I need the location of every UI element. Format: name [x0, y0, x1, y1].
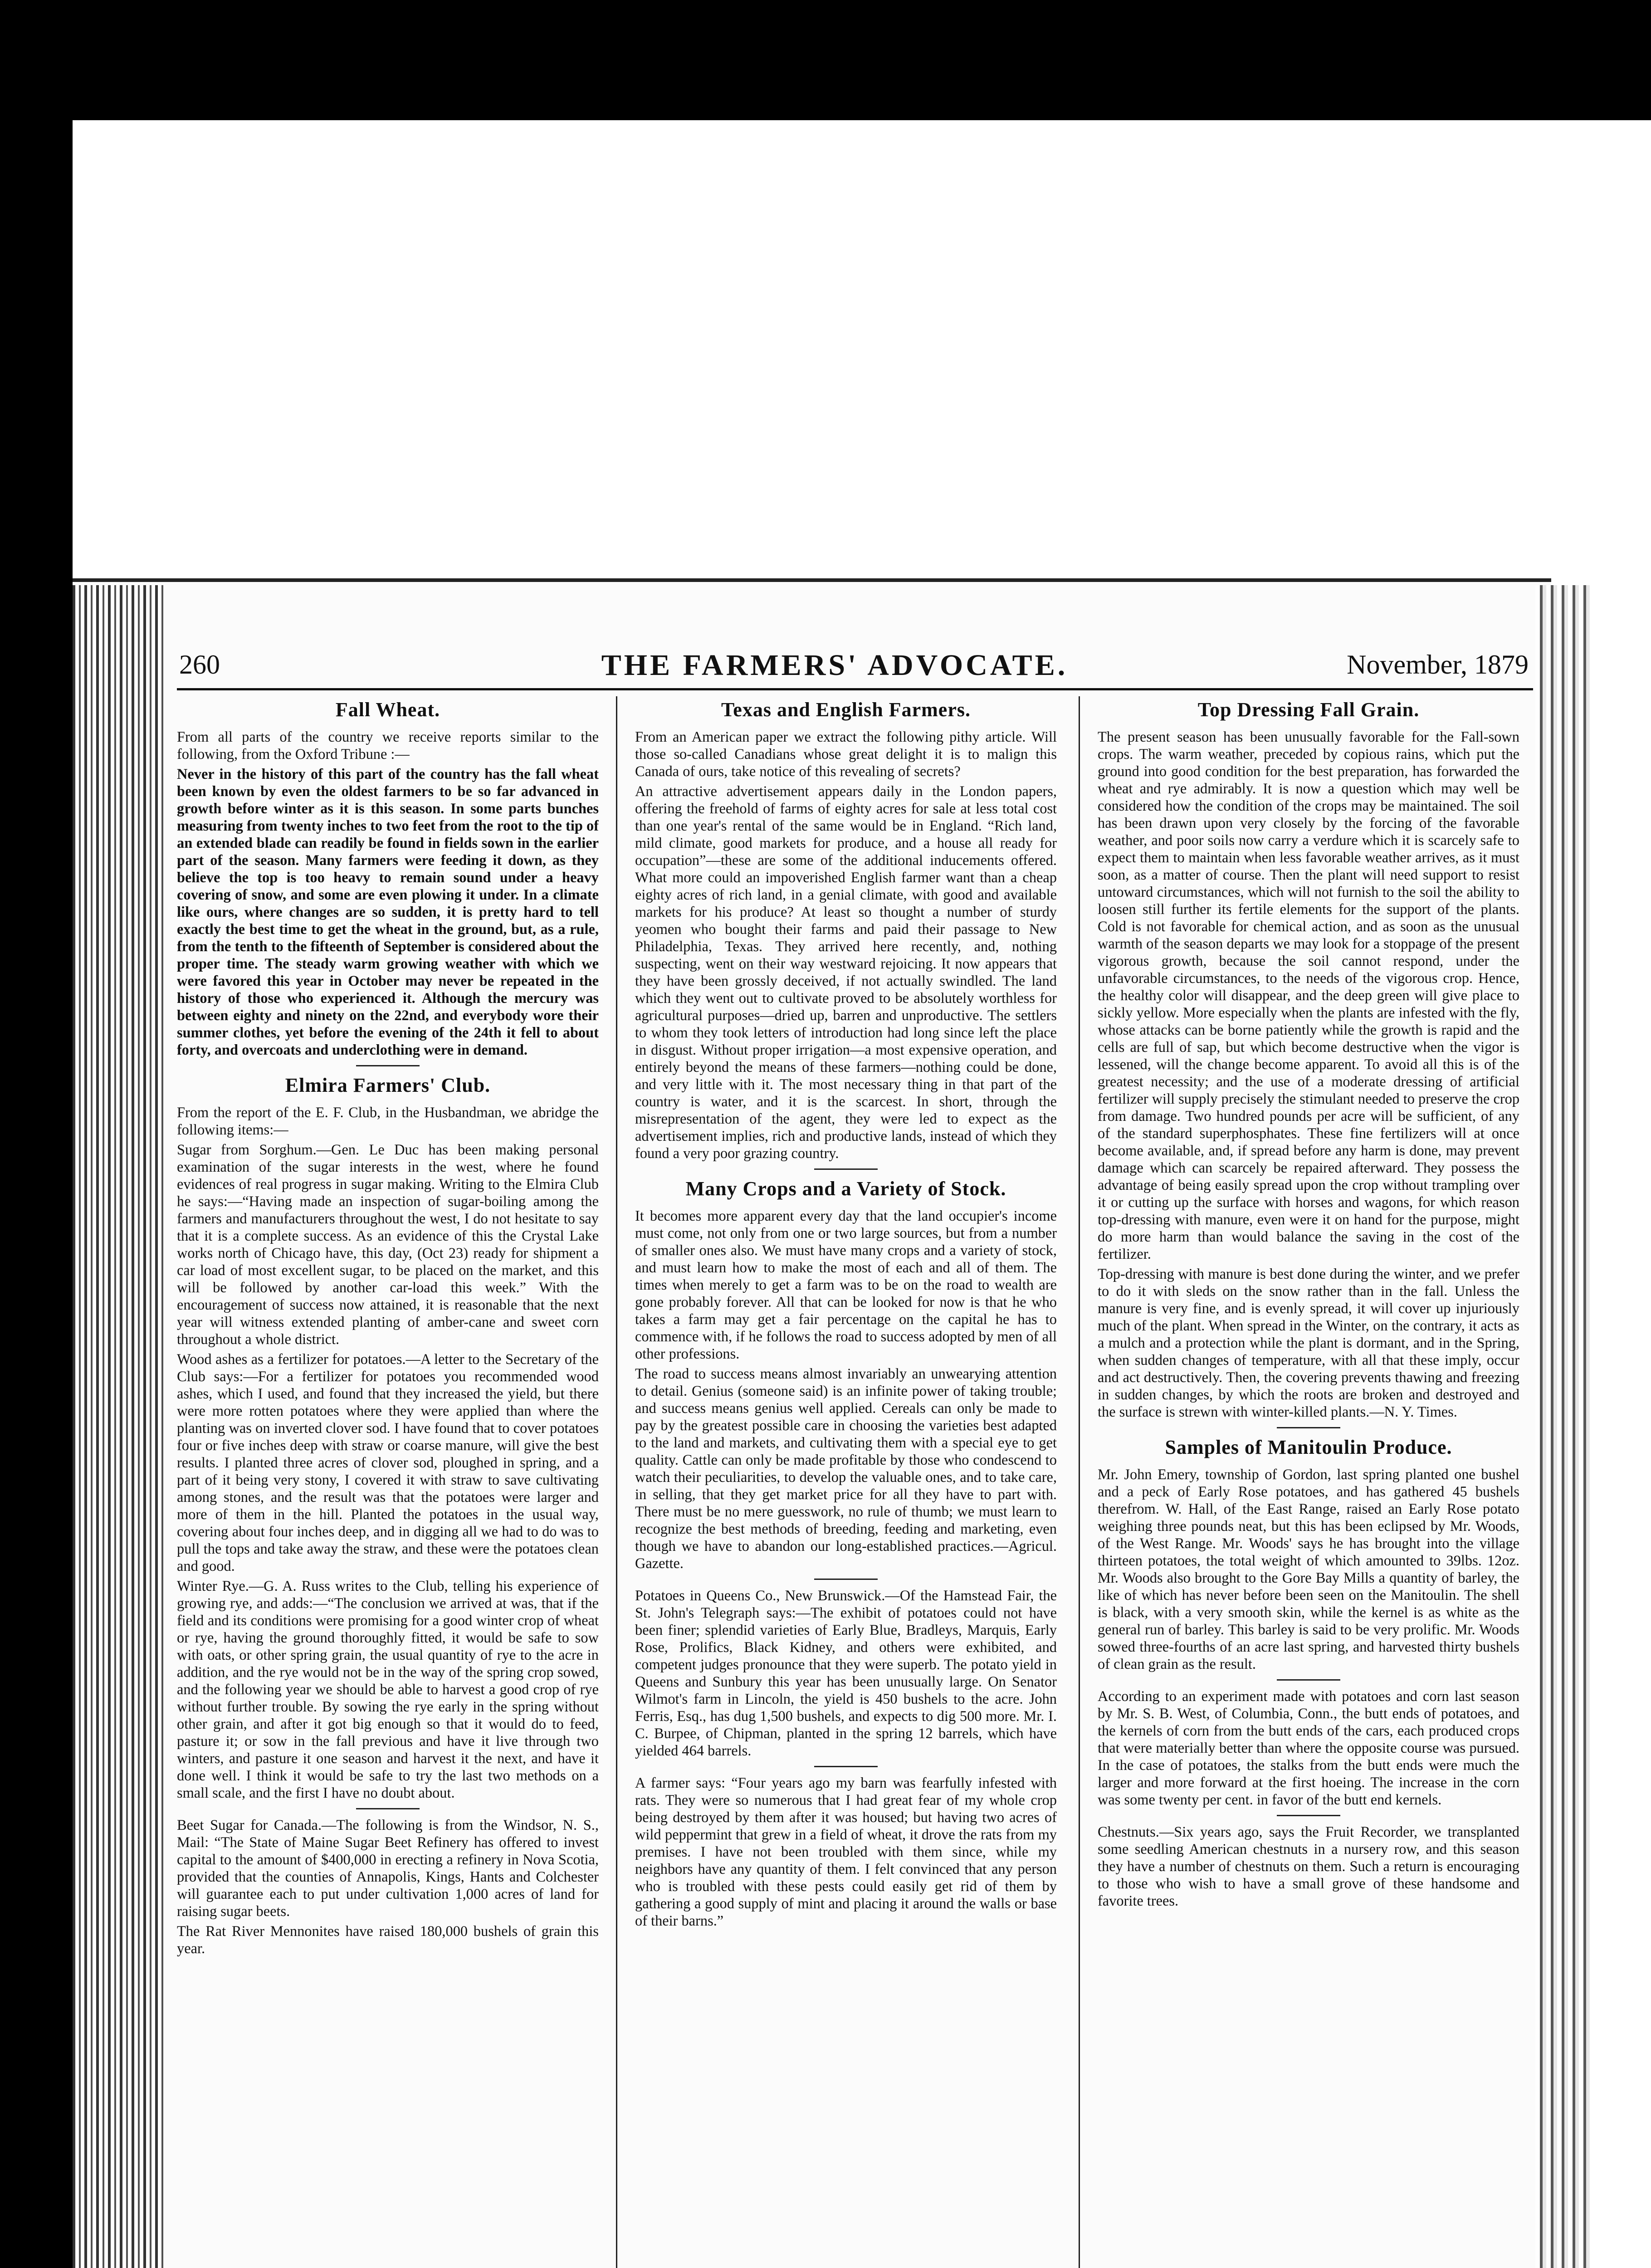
- article-paragraph: A farmer says: “Four years ago my barn was fearfully infested with rats. They were so numerous that I had great fear of my whole crop being destroyed by them after it was housed; but having two acres of wild peppermint that grew in a field of wheat, it drove the rats from my premises. I have not been troubled with them since, while my neighbors have any quantity of them. I felt convinced that any person who is troubled with these pests could easily get rid of them by gathering a good supply of mint and placing it around the walls or base of their barns.”: [635, 1775, 1057, 1929]
- book-spine-edge: [73, 585, 163, 2268]
- article-title: Samples of Manitoulin Produce.: [1165, 1436, 1452, 1458]
- section-rule: [356, 1808, 420, 1809]
- page-number: 260: [179, 650, 220, 679]
- article-paragraph: From all parts of the country we receive reports similar to the following, from the Oxford Tribune :—: [177, 729, 599, 763]
- section-rule: [814, 1168, 878, 1170]
- article-title: Texas and English Farmers.: [721, 699, 971, 721]
- article-paragraph: Never in the history of this part of the country has the fall wheat been known by even the oldest farmers to be so far advanced in growth before winter as it is this season. In some parts bunches measuring from twenty inches to two feet from the root to the tip of an extended blade can readily be found in fields sown in the earlier part of the season. Many farmers were feeding it down, as they believe the top is too heavy to remain sound under a heavy covering of snow, and some are even plowing it under. In a climate like ours, where changes are so sudden, it is pretty hard to tell exactly the best time to get the wheat in the ground, but, as a rule, from the tenth to the fifteenth of September is considered about the proper time. The steady warm growing weather with which we were favored this year in October may never be repeated in the history of those who experienced it. Although the mercury was between eighty and ninety on the 22nd, and everybody wore their summer clothes, yet before the evening of the 24th it fell to about forty, and overcoats and underclothing were in demand.: [177, 766, 599, 1058]
- section-rule: [356, 1065, 420, 1066]
- column-divider: [616, 696, 617, 2268]
- article-paragraph: The present season has been unusually favorable for the Fall-sown crops. The warm weather, preceded by copious rains, which put the ground into good condition for the best preparation, has forwarded the wheat and rye admirably. It is now a question which may well be considered how the condition of the crops may be maintained. The soil has been drawn upon very closely by the forcing of the favorable weather, and poor soils now carry a verdure which it is scarcely safe to expect them to maintain when less favorable weather arrives, as it must soon, as a matter of course. Then the plant will need support to resist untoward circumstances, which will not furnish to the soil the ability to loosen still further its fertile elements for the support of the plants. Cold is not favorable for chemical action, and as soon as the unusual warmth of the season departs we may look for a stoppage of the present vigorous growth, because the soil cannot respond, under the unfavorable circumstances, to the needs of the vigorous crop. Hence, the healthy color will disappear, and the deep green will give place to sickly yellow. More especially when the plants are infested with the fly, whose attacks can be borne patiently while the growth is rapid and the cells are full of sap, but which become destructive when the vigor is lessened, will the change become apparent. To avoid all this is of the greatest necessity; and the use of a moderate dressing of artificial fertilizer will supply precisely the stimulant needed to preserve the crop from damage. Two hundred pounds per acre will be sufficient, of any of the standard superphosphates. These fine fertilizers will at once become available, and, if spread before any harm is done, may prevent damage which can scarcely be repaired afterward. They possess the advantage of being easily spread upon the crop without trampling over it or cutting up the surface with horses and wagons, for which reason top-dressing with manure, even were it on hand for the purpose, might do more harm than would balance the saving in the cost of the fertilizer.: [1098, 729, 1519, 1262]
- column-1: [177, 696, 599, 1960]
- article-title: Fall Wheat.: [335, 699, 440, 721]
- column-3: [1098, 696, 1519, 1912]
- article-paragraph: From an American paper we extract the following pithy article. Will those so-called Canadians whose great delight it is to malign this Canada of ours, take notice of this revealing of secrets?: [635, 729, 1057, 780]
- article-paragraph: Top-dressing with manure is best done during the winter, and we prefer to do it with sleds on the snow rather than in the fall. Unless the manure is very fine, and is evenly spread, it will cover up injuriously much of the plant. When spread in the Winter, on the contrary, it acts as a mulch and a protection while the plant is dormant, and in the Spring, when sudden changes of temperature, with all that these imply, occur and act destructively. Then, the covering prevents thawing and freezing in sudden changes, by which the roots are broken and destroyed and the surface is strewn with winter-killed plants.—N. Y. Times.: [1098, 1266, 1519, 1420]
- article-paragraph: An attractive advertisement appears daily in the London papers, offering the freehold of farms of eighty acres for sale at less total cost than one year's rental of the same would be in England. “Rich land, mild climate, good markets for produce, and a house all ready for occupation”—these are some of the additional inducements offered. What more could an impoverished English farmer want than a cheap eighty acres of rich land, in a genial climate, with good and available markets for his produce? At least so thought a number of sturdy yeomen who bought their farms and paid their passage to New Philadelphia, Texas. They arrived here recently, and, nothing suspecting, went on their way westward rejoicing. It now appears that they have been grossly deceived, if not actually swindled. The land which they went out to cultivate proved to be absolutely worthless for agricultural purposes—dried up, barren and unproductive. The settlers to whom they took letters of introduction had long since left the place in disgust. Without proper irrigation—a most expensive operation, and entirely beyond the means of these farmers—nothing could be done, and very little with it. The most necessary thing in that part of the country is water, and it is the scarcest. In short, through the misrepresentation of the agent, they were led to expect as the advertisement implies, rich and productive lands, instead of which they found a very poor grazing country.: [635, 783, 1057, 1162]
- article-paragraph: Potatoes in Queens Co., New Brunswick.—Of the Hamstead Fair, the St. John's Telegraph says:—The exhibit of potatoes could not have been finer; splendid varieties of Early Blue, Bradleys, Marquis, Early Rose, Prolifics, Black Kidney, and others were exhibited, and competent judges pronounce that they were superb. The potato yield in Queens and Sunbury this year has been unusually large. On Senator Wilmot's farm in Lincoln, the yield is 450 bushels to the acre. John Ferris, Esq., has dug 1,500 bushels, and expects to dig 500 more. Mr. I. C. Burpee, of Chipman, planted in the spring 12 barrels, which have yielded 464 barrels.: [635, 1588, 1057, 1759]
- article-paragraph: According to an experiment made with potatoes and corn last season by Mr. S. B. West, of Columbia, Conn., the butt ends of potatoes, and the kernels of corn from the butt ends of the cars, each produced crops that were materially better than where the opposite course was pursued. In the case of potatoes, the stalks from the butt ends were much the larger and more forward at the first hoeing. The increase in the corn was some twenty per cent. in favor of the butt end kernels.: [1098, 1688, 1519, 1808]
- newspaper-page: [177, 646, 1533, 2268]
- article-title: Elmira Farmers' Club.: [285, 1074, 491, 1096]
- article-paragraph: The Rat River Mennonites have raised 180,000 bushels of grain this year.: [177, 1923, 599, 1957]
- column-divider: [1079, 696, 1080, 2268]
- article-title: Top Dressing Fall Grain.: [1197, 699, 1420, 721]
- article-title: Many Crops and a Variety of Stock.: [685, 1178, 1006, 1200]
- article-paragraph: Wood ashes as a fertilizer for potatoes.—A letter to the Secretary of the Club says:—For a fertilizer for potatoes you recommended wood ashes, which I used, and found that they increased the yield, but there were more rotten potatoes where they were applied than where the planting was on inverted clover sod. I have found that to cover potatoes four or five inches deep with straw or coarse manure, will give the best results. I planted three acres of clover sod, ploughed in spring, and a part of it being very stony, I covered it with straw to save cultivating among stones, and the result was that the potatoes were larger and more of them in the hill. Planted the potatoes in the usual way, covering about four inches deep, and in digging all we had to do was to pull the tops and take away the straw, and these were the potatoes clean and good.: [177, 1351, 599, 1574]
- article-paragraph: The road to success means almost invariably an unwearying attention to detail. Genius (someone said) is an infinite power of taking trouble; and success means genius well applied. Cereals can only be made to pay by the greatest possible care in choosing the varieties best adapted to the land and markets, and cultivating them with a special eye to get quality. Cattle can only be made profitable by those who condescend to watch their peculiarities, to develop the valuable ones, and to take care, in selling, that they get market price for all they have to part with. There must be no mere guesswork, no rule of thumb; we must learn to recognize the best methods of breeding, feeding and marketing, even though we have to abandon our long-established practices.—Agricul. Gazette.: [635, 1366, 1057, 1572]
- article-paragraph: It becomes more apparent every day that the land occupier's income must come, not only from one or two large sources, but from a number of smaller ones also. We must have many crops and a variety of stock, and must learn how to make the most of each and all of them. The times when merely to get a farm was to be on the road to wealth are gone probably forever. All that can be looked for now is that he who takes a farm may get a fair percentage on the capital he has to commence with, if he follows the road to success adopted by men of all other professions.: [635, 1208, 1057, 1362]
- article-paragraph: Beet Sugar for Canada.—The following is from the Windsor, N. S., Mail: “The State of Maine Sugar Beet Refinery has offered to invest capital to the amount of $400,000 in erecting a refinery in Nova Scotia, provided that the counties of Annapolis, Kings, Hants and Colchester will guarantee each to put under cultivation 1,000 acres of land for raising sugar beets.: [177, 1817, 599, 1920]
- section-rule: [1277, 1679, 1340, 1681]
- section-rule: [1277, 1815, 1340, 1816]
- section-rule: [814, 1579, 878, 1580]
- issue-date: November, 1879: [1347, 650, 1529, 679]
- page-fore-edge: [1535, 585, 1590, 2268]
- article-paragraph: Mr. John Emery, township of Gordon, last spring planted one bushel and a peck of Early Rose potatoes, and has gathered 45 bushels therefrom. W. Hall, of the East Range, raised an Early Rose potato weighing three pounds neat, but this has been eclipsed by Mr. Woods, of the West Range. Mr. Woods' says he has brought into the village thirteen potatoes, the total weight of which amounted to 39lbs. 12oz. Mr. Woods also brought to the Gore Bay Mills a quantity of barley, the like of which has never before been seen on the Manitoulin. The shell is black, with a very smooth skin, while the kernel is as white as the general run of barley. This barley is said to be very prolific. Mr. Woods sowed three-fourths of an acre last spring, and harvested thirty bushels of clean grain as the result.: [1098, 1466, 1519, 1672]
- masthead: THE FARMERS' ADVOCATE.: [601, 649, 1068, 682]
- section-rule: [814, 1766, 878, 1767]
- article-paragraph: Chestnuts.—Six years ago, says the Fruit Recorder, we transplanted some seedling American chestnuts in a nursery row, and this season they have a number of chestnuts on them. Such a return is encouraging to those who wish to have a small grove of these handsome and favorite trees.: [1098, 1824, 1519, 1909]
- column-2: [635, 696, 1057, 1932]
- page-header: [177, 646, 1533, 687]
- article-paragraph: Winter Rye.—G. A. Russ writes to the Club, telling his experience of growing rye, and adds:—“The conclusion we arrived at was, that if the field and its conditions were promising for a good winter crop of wheat or rye, having the ground thoroughly fitted, it would be safe to sow with oats, or other spring grain, the usual quantity of rye to the acre in addition, and the rye would not be in the way of the spring crop sowed, and the following year we should be able to harvest a good crop of rye without further trouble. By sowing the rye early in the spring without other grain, and after it got big enough so that it would do to feed, pasture it; or sow in the fall previous and have it live through two winters, and pasture it one season and harvest it the next, and have it done well. I think it would be safe to try the last two methods on a small scale, and the first I have no doubt about.: [177, 1578, 599, 1801]
- section-rule: [1277, 1427, 1340, 1428]
- header-rule: [177, 688, 1533, 690]
- article-paragraph: From the report of the E. F. Club, in the Husbandman, we abridge the following items:—: [177, 1105, 599, 1138]
- article-paragraph: Sugar from Sorghum.—Gen. Le Duc has been making personal examination of the sugar interests in the west, where he found evidences of real progress in sugar making. Writing to the Elmira Club he says:—“Having made an inspection of sugar-boiling among the farmers and manufacturers throughout the west, I do not hesitate to say that it is a complete success. As an evidence of this the Crystal Lake works north of Chicago have, this day, (Oct 23) ready for shipment a car load of most excellent sugar, to be placed on the market, and this will be followed by another car-load this week.” With the encouragement of success now attained, it is reasonable that the next year will witness extended planting of amber-cane and sweet corn throughout a whole district.: [177, 1142, 599, 1348]
